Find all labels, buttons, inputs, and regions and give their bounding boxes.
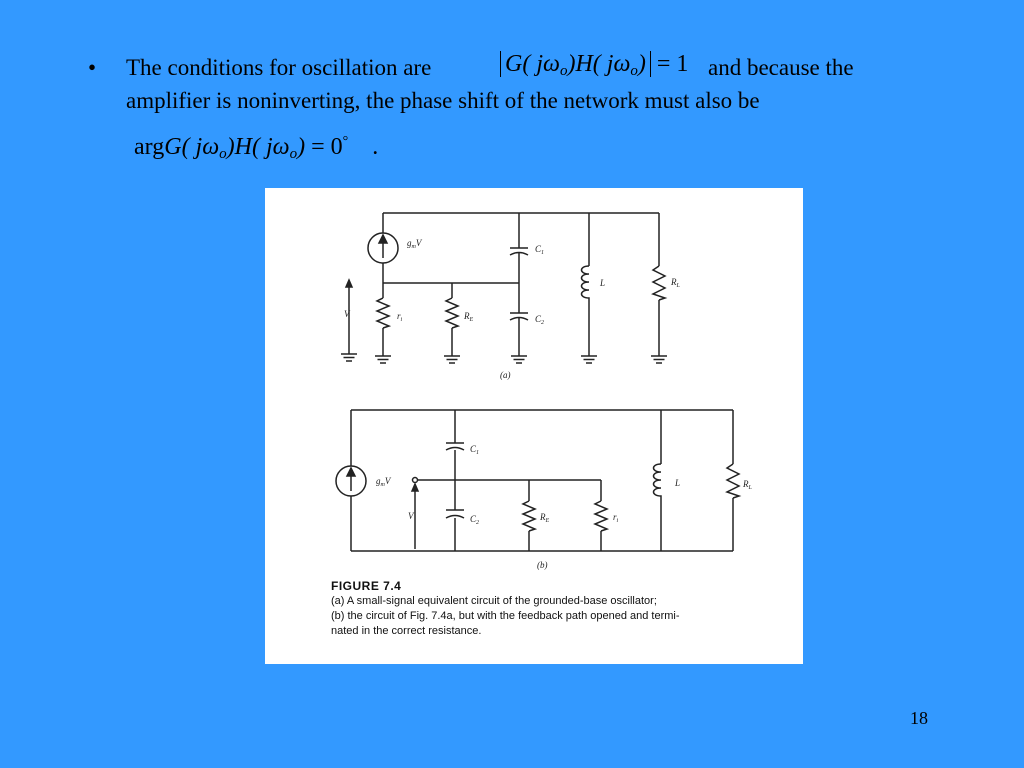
circuit-b-capacitor-c1 [446, 443, 464, 450]
eq2-degree: ° [342, 134, 349, 149]
eq1-jw1: ( jω [522, 51, 560, 77]
figure-caption-line-3: nated in the correct resistance. [331, 625, 482, 637]
bullet-line-1-end: and because the [708, 55, 854, 80]
phase-equation [134, 126, 378, 170]
eq2-period: . [372, 134, 379, 160]
eq1-close: ) [637, 51, 646, 77]
circuit-a-resistor-re [446, 298, 458, 328]
page-number: 18 [910, 708, 928, 728]
eq2-sub2: o [289, 146, 298, 162]
circuit-a-c1-label: $C_1$ [535, 244, 545, 256]
circuit-b-resistor-rl [727, 464, 739, 498]
circuit-b-voltage-arrow [408, 484, 418, 549]
circuit-a-resistor-rl [653, 266, 665, 300]
eq1-sub1: o [559, 63, 568, 79]
circuit-a-rl-label: $R_L$ [671, 277, 680, 289]
magnitude-bars [500, 51, 651, 77]
circuit-b-gmv-label: $g_mV$ [376, 476, 391, 488]
circuit-b-current-source [336, 466, 366, 496]
circuit-b-resistor-re [523, 501, 535, 531]
eq1-rhs: = 1 [656, 51, 689, 77]
eq1-g: G [505, 51, 523, 77]
eq2-h: )H [226, 134, 252, 160]
circuit-a-current-source [368, 233, 398, 263]
figure-caption-line-1: (a) A small-signal equivalent circuit of the grounded-base oscillator; [331, 595, 657, 607]
circuit-a-resistor-ri [377, 298, 389, 328]
eq1-sub2: o [630, 63, 638, 79]
eq2-g: G [164, 134, 182, 160]
circuit-a-ri-label: $r_i$ [397, 311, 403, 323]
eq2-rhs: = 0 [311, 134, 343, 160]
figure-caption-line-2: (b) the circuit of Fig. 7.4a, but with the feedback path opened and termi- [331, 610, 680, 622]
circuit-b-rl-label: $R_L$ [743, 479, 752, 491]
circuit-a-v-label: V [344, 309, 350, 319]
eq2-close: ) [297, 134, 306, 160]
circuit-b-v-label: V [408, 511, 414, 521]
figure-caption [331, 579, 771, 639]
circuit-a [341, 213, 681, 380]
circuit-a-inductor-l [582, 266, 590, 300]
circuit-b-tag: (b) [537, 560, 548, 570]
eq1-h: )H [567, 51, 593, 77]
circuit-b [336, 410, 753, 570]
circuit-b-c2-label: $C_2$ [470, 514, 480, 526]
circuit-b-resistor-ri [595, 501, 607, 531]
bullet-line-2: amplifier is noninverting, the phase shift of the network must also be [126, 88, 760, 113]
circuit-b-l-label: L [675, 478, 681, 488]
circuit-a-c2-label: $C_2$ [535, 314, 545, 326]
circuit-a-wires [383, 213, 659, 348]
bullet-line-1: The conditions for oscillation are [126, 55, 432, 80]
circuit-a-voltage-arrow [344, 280, 352, 346]
circuit-a-re-label: $R_E$ [464, 311, 474, 323]
circuit-b-ri-label: $r_i$ [613, 512, 619, 524]
circuit-b-open-node [413, 478, 418, 483]
circuit-b-c1-label: $C_1$ [470, 444, 480, 456]
figure-caption-title: FIGURE 7.4 [331, 579, 402, 593]
circuit-b-inductor-l [654, 464, 662, 498]
circuit-a-tag: (a) [500, 370, 511, 380]
oscillation-magnitude-equation [500, 48, 688, 87]
eq2-jw2: ( jω [252, 134, 290, 160]
circuit-a-gmv-label: $g_mV$ [407, 238, 422, 250]
circuit-a-l-label: L [600, 278, 606, 288]
eq2-arg: arg [134, 134, 165, 160]
eq2-sub1: o [219, 146, 227, 162]
circuit-a-grounds [341, 346, 667, 363]
circuit-b-re-label: $R_E$ [540, 512, 550, 524]
bullet-dot: • [88, 55, 97, 80]
eq1-jw2: ( jω [592, 51, 631, 77]
circuit-b-capacitor-c2 [446, 510, 464, 518]
eq2-jw1: ( jω [181, 134, 220, 160]
circuit-figure [265, 188, 803, 664]
